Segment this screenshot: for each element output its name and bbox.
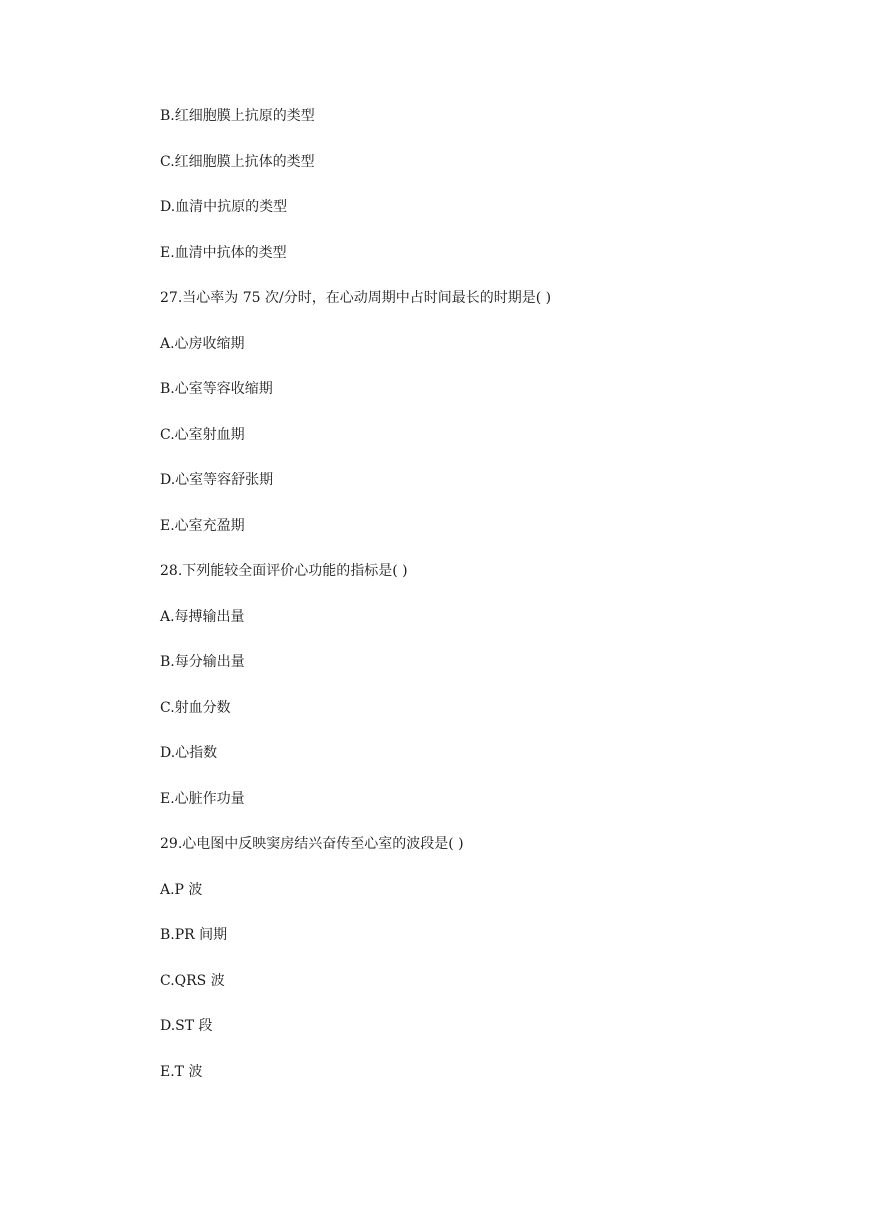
option-line: C.心室射血期	[160, 426, 245, 443]
option-line: E.心脏作功量	[160, 790, 245, 807]
option-line: C.射血分数	[160, 699, 231, 716]
option-line: E.心室充盈期	[160, 517, 245, 534]
option-line: B.每分输出量	[160, 654, 245, 670]
option-line: E.T 波	[160, 1063, 203, 1080]
question-line: 28.下列能较全面评价心功能的指标是( )	[160, 563, 408, 579]
option-line: B.心室等容收缩期	[160, 381, 273, 397]
option-line: A.P 波	[160, 881, 203, 898]
option-line: D.ST 段	[160, 1018, 213, 1034]
option-line: A.心房收缩期	[160, 335, 245, 352]
option-line: B.PR 间期	[160, 927, 228, 943]
option-line: A.每搏输出量	[160, 608, 245, 625]
question-text-block	[160, 104, 551, 1105]
option-line: B.红细胞膜上抗原的类型	[160, 108, 315, 124]
option-line: D.心室等容舒张期	[160, 472, 274, 488]
option-line: D.心指数	[160, 745, 218, 761]
option-line: D.血清中抗原的类型	[160, 199, 288, 215]
option-line: E.血清中抗体的类型	[160, 244, 287, 261]
option-line: C.QRS 波	[160, 972, 225, 989]
question-line: 29.心电图中反映窦房结兴奋传至心室的波段是( )	[160, 836, 464, 852]
option-line: C.红细胞膜上抗体的类型	[160, 153, 315, 170]
question-line: 27.当心率为 75 次/分时，在心动周期中占时间最长的时期是( )	[160, 290, 552, 306]
